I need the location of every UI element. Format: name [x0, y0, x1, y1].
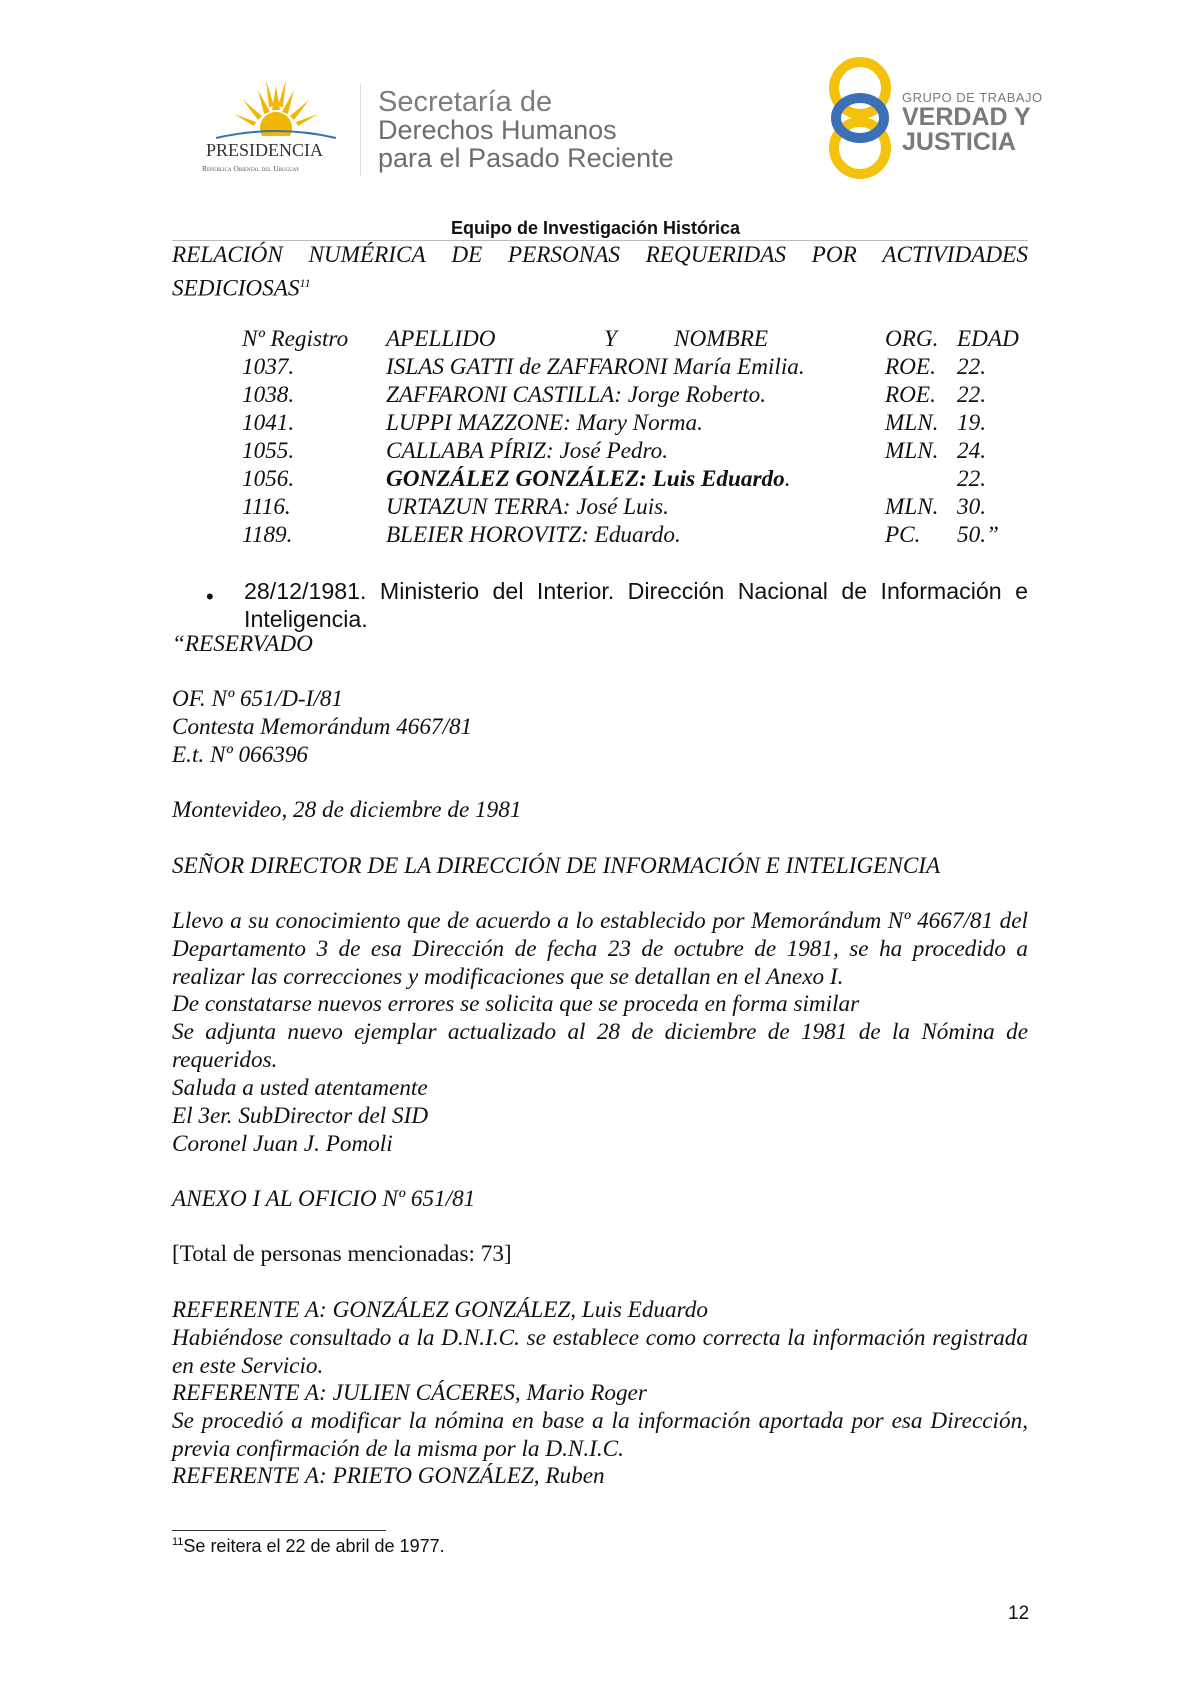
- secretaria-logo-text: [378, 88, 674, 172]
- presidencia-label: PRESIDENCIA: [206, 140, 324, 160]
- reference-line: E.t. Nº 066396: [172, 741, 309, 768]
- gtvj-line-2: VERDAD Y: [902, 103, 1031, 131]
- letter-paragraph-1: Llevo a su conocimiento que de acuerdo a lo establecido por Memorándum Nº 4667/81 del Departamento 3 de esa Dirección de fecha 23 de octubre de 1981, se ha procedido a realizar las correcciones y modificaciones que se detallan en el Anexo I.: [172, 908, 1028, 990]
- list-title-line-1: [172, 242, 1028, 270]
- cell-org: MLN.: [885, 410, 939, 436]
- gtvj-line-3: JUSTICIA: [902, 128, 1016, 156]
- team-heading: Equipo de Investigación Histórica: [450, 218, 741, 238]
- letter-closing: [172, 1075, 428, 1158]
- referente-text: Se procedió a modificar la nómina en base a la información aportada por esa Dirección, previa confirmación de la misma por la D.N.I.C.: [172, 1408, 1028, 1462]
- cell-age: 22.: [957, 354, 986, 380]
- cell-age: 50.”: [957, 522, 999, 548]
- bullet-icon: •: [206, 584, 214, 609]
- footnote-number: 11: [172, 1536, 184, 1548]
- cell-org: ROE.: [885, 382, 936, 408]
- col-header-y: Y: [604, 326, 617, 352]
- cell-org: PC.: [885, 522, 921, 548]
- reference-block: [172, 686, 472, 769]
- cell-registro: 1056.: [242, 466, 295, 492]
- secretaria-line-2: Derechos Humanos: [378, 115, 617, 145]
- cell-org: MLN.: [885, 438, 939, 464]
- cell-name: [386, 466, 791, 493]
- cell-age: 22.: [957, 466, 986, 492]
- title-word: DE: [451, 242, 483, 268]
- cell-registro: 1041.: [242, 410, 295, 436]
- cell-name: ZAFFARONI CASTILLA: Jorge Roberto.: [386, 382, 766, 408]
- footnote: [172, 1536, 445, 1557]
- verdad-justicia-rings-icon: [820, 56, 902, 180]
- referente-heading: REFERENTE A: PRIETO GONZÁLEZ, Ruben: [172, 1463, 605, 1489]
- header-divider: [360, 84, 361, 176]
- letter-paragraph-3: Se adjunta nuevo ejemplar actualizado al 28 de diciembre de 1981 de la Nómina de requeridos.: [172, 1019, 1028, 1073]
- persons-table: [0, 326, 1191, 556]
- col-header-apellido: APELLIDO: [386, 326, 496, 352]
- presidencia-logo: [196, 76, 356, 176]
- cell-age: 24.: [957, 438, 986, 464]
- gtvj-line-1: GRUPO DE TRABAJO: [902, 90, 1043, 105]
- col-header-org: ORG.: [885, 326, 939, 352]
- letter-date: Montevideo, 28 de diciembre de 1981: [172, 797, 522, 823]
- col-header-edad: EDAD: [957, 326, 1019, 352]
- cell-registro: 1037.: [242, 354, 295, 380]
- cell-name-tail: .: [784, 466, 791, 492]
- presidencia-sub: República Oriental del Uruguay: [202, 164, 300, 173]
- col-header-nombre: NOMBRE: [674, 326, 769, 352]
- referente-heading: REFERENTE A: GONZÁLEZ GONZÁLEZ, Luis Eduardo: [172, 1297, 708, 1323]
- cell-registro: 1038.: [242, 382, 295, 408]
- title-word: POR: [811, 242, 857, 268]
- cell-name-bold: GONZÁLEZ GONZÁLEZ: Luis Eduardo: [386, 466, 785, 492]
- cell-name: BLEIER HOROVITZ: Eduardo.: [386, 522, 681, 548]
- title-word: SEDICIOSAS: [172, 275, 300, 302]
- closing-line: Saluda a usted atentamente: [172, 1075, 428, 1101]
- title-word: REQUERIDAS: [645, 242, 786, 268]
- footnote-rule: [172, 1530, 386, 1531]
- footnote-ref: 11: [299, 276, 311, 290]
- cell-age: 30.: [957, 494, 986, 520]
- header-rule: [172, 240, 1028, 241]
- closing-line: El 3er. SubDirector del SID: [172, 1102, 429, 1129]
- reference-line: OF. Nº 651/D-I/81: [172, 686, 344, 712]
- list-title-line-2: [172, 270, 311, 304]
- page-number: 12: [1008, 1603, 1030, 1624]
- letter-paragraph-2: De constatarse nuevos errores se solicita que se proceda en forma similar: [172, 991, 860, 1017]
- cell-org: MLN.: [885, 494, 939, 520]
- cell-registro: 1055.: [242, 438, 295, 464]
- bullet-item: 28/12/1981. Ministerio del Interior. Dirección Nacional de Información e Inteligencia.: [244, 578, 1028, 632]
- cell-age: 19.: [957, 410, 986, 436]
- title-word: RELACIÓN: [172, 242, 283, 268]
- total-persons-note: [Total de personas mencionadas: 73]: [172, 1241, 512, 1267]
- secretaria-line-1: Secretaría de: [378, 86, 553, 118]
- col-header-registro: Nº Registro: [242, 326, 349, 352]
- reservado-label: “RESERVADO: [172, 631, 313, 657]
- cell-name: ISLAS GATTI de ZAFFARONI María Emilia.: [386, 354, 805, 380]
- cell-age: 22.: [957, 382, 986, 408]
- sun-icon: [196, 76, 356, 146]
- reference-line: Contesta Memorándum 4667/81: [172, 713, 473, 740]
- cell-org: ROE.: [885, 354, 936, 380]
- closing-line: Coronel Juan J. Pomoli: [172, 1130, 393, 1157]
- cell-name: URTAZUN TERRA: José Luis.: [386, 494, 669, 520]
- title-word: PERSONAS: [507, 242, 620, 268]
- letter-addressee: SEÑOR DIRECTOR DE LA DIRECCIÓN DE INFORMACIÓN E INTELIGENCIA: [172, 853, 941, 879]
- verdad-justicia-text: [902, 90, 1043, 155]
- referente-heading: REFERENTE A: JULIEN CÁCERES, Mario Roger: [172, 1380, 647, 1406]
- cell-registro: 1116.: [242, 494, 291, 520]
- footnote-text: Se reitera el 22 de abril de 1977.: [183, 1536, 445, 1556]
- secretaria-line-3: para el Pasado Reciente: [378, 143, 674, 173]
- cell-name: LUPPI MAZZONE: Mary Norma.: [386, 410, 703, 436]
- annex-title: ANEXO I AL OFICIO Nº 651/81: [172, 1186, 476, 1212]
- cell-registro: 1189.: [242, 522, 293, 548]
- referente-text: Habiéndose consultado a la D.N.I.C. se establece como correcta la información registrada en este Servicio.: [172, 1325, 1028, 1379]
- title-word: ACTIVIDADES: [882, 242, 1028, 268]
- title-word: NUMÉRICA: [308, 242, 426, 268]
- cell-name: CALLABA PÍRIZ: José Pedro.: [386, 438, 669, 464]
